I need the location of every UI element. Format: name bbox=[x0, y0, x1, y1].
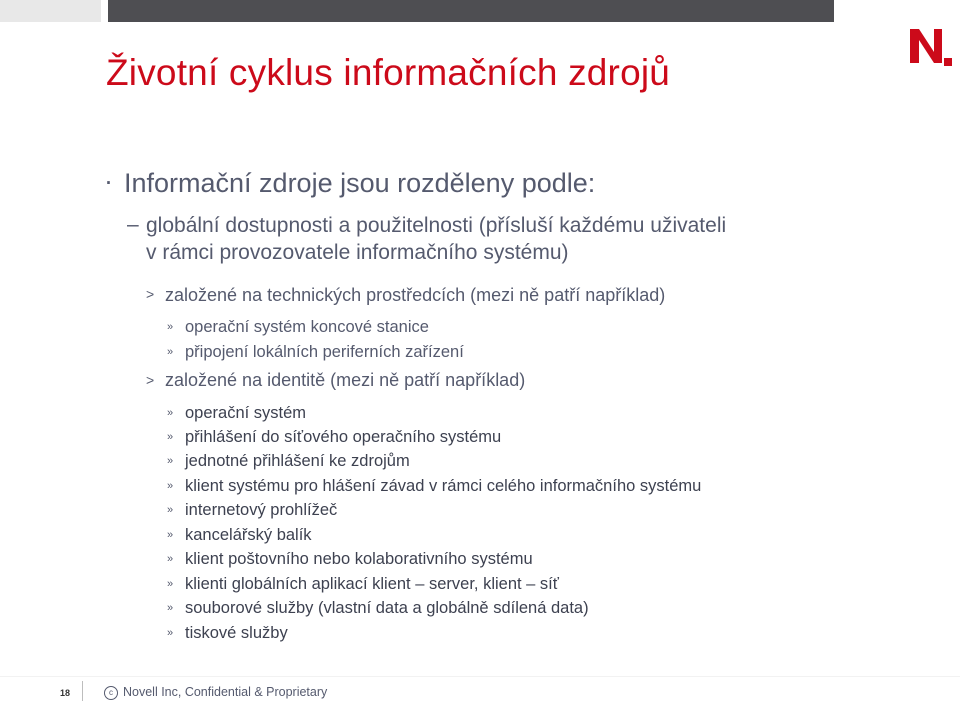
bullet-level3: založené na identitě (mezi ně patří například) bbox=[165, 370, 526, 390]
footer-copyright bbox=[104, 685, 327, 700]
bullet-level4: operační systém koncové stanice bbox=[185, 318, 429, 336]
bullet-chevron: » bbox=[167, 455, 174, 467]
bullet-level2-continuation: v rámci provozovatele informačního systému) bbox=[146, 241, 569, 264]
bullet-chevron: » bbox=[167, 553, 174, 565]
bullet-arrow: > bbox=[146, 286, 155, 302]
bullet-level2: globální dostupnosti a použitelnosti (přísluší každému uživateli bbox=[146, 214, 727, 237]
bullet-level4: přihlášení do síťového operačního systému bbox=[185, 428, 502, 446]
bullet-chevron: » bbox=[167, 578, 174, 590]
bullet-level4: kancelářský balík bbox=[185, 526, 312, 544]
footer-divider bbox=[0, 676, 960, 677]
bullet-chevron: » bbox=[167, 602, 174, 614]
bullet-chevron: » bbox=[167, 346, 174, 358]
bullet-level4: klienti globálních aplikací klient – server, klient – síť bbox=[185, 575, 559, 593]
copyright-text: Novell Inc, Confidential & Proprietary bbox=[123, 685, 328, 699]
bullet-chevron: » bbox=[167, 627, 174, 639]
bullet-level3: založené na technických prostředcích (mezi ně patří například) bbox=[165, 285, 666, 305]
bullet-level4: tiskové služby bbox=[185, 624, 288, 642]
bullet-level1: Informační zdroje jsou rozděleny podle: bbox=[124, 168, 596, 198]
slide-title: Životní cyklus informačních zdrojů bbox=[106, 52, 671, 93]
bullet-chevron: » bbox=[167, 504, 174, 516]
bullet-level4: připojení lokálních periferních zařízení bbox=[185, 343, 464, 361]
copyright-icon: c bbox=[104, 686, 118, 700]
bullet-level4: internetový prohlížeč bbox=[185, 501, 338, 519]
bullet-arrow: > bbox=[146, 372, 155, 388]
bullet-chevron: » bbox=[167, 407, 174, 419]
bullet-level4: jednotné přihlášení ke zdrojům bbox=[185, 452, 410, 470]
bullet-chevron: » bbox=[167, 321, 174, 333]
bullet-level4: souborové služby (vlastní data a globálně sdílená data) bbox=[185, 599, 589, 617]
bullet-dash: – bbox=[127, 213, 139, 236]
bullet-chevron: » bbox=[167, 431, 174, 443]
bullet-chevron: » bbox=[167, 480, 174, 492]
bullet-level4: operační systém bbox=[185, 404, 307, 422]
bullet-dot: · bbox=[104, 166, 113, 196]
bullet-level4: klient poštovního nebo kolaborativního systému bbox=[185, 550, 533, 568]
page-number: 18 bbox=[60, 688, 71, 698]
bullet-chevron: » bbox=[167, 529, 174, 541]
footer-separator bbox=[82, 681, 83, 701]
bullet-level4: klient systému pro hlášení závad v rámci celého informačního systému bbox=[185, 477, 702, 495]
